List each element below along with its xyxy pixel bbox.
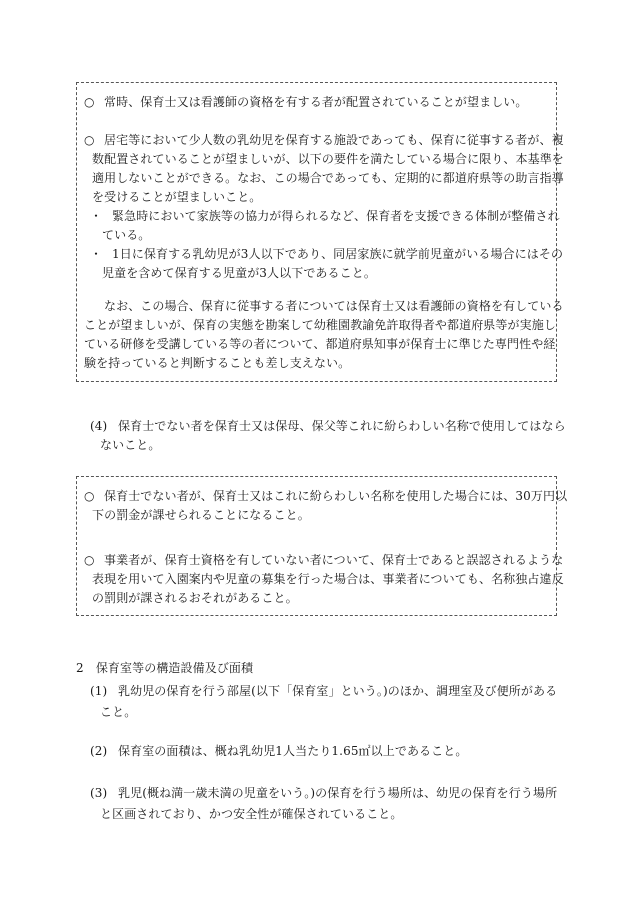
item4-line1: 保育士でない者を保育士又は保母、保父等これに紛らわしい名称で使用してはなら	[118, 419, 566, 433]
section2-heading: 2 保育室等の構造設備及び面積	[76, 661, 254, 675]
item4-number: (4)	[90, 419, 108, 433]
box2-item2-mark: ○	[84, 553, 95, 567]
section2-item1-number: (1)	[90, 684, 108, 698]
box1-bullet1-line2: ている。	[102, 228, 151, 242]
section2-item2-number: (2)	[90, 744, 108, 758]
box2-item2-line1: 事業者が、保育士資格を有していない者について、保育士であると誤認されるような	[104, 553, 564, 567]
box1-bullet1-line1: 緊急時において家族等の協力が得られるなど、保育者を支援できる体制が整備され	[112, 209, 560, 223]
box1-item2-line4: を受けることが望ましいこと。	[92, 190, 262, 204]
box2-item1-line1: 保育士でない者が、保育士又はこれに紛らわしい名称を使用した場合には、30万円以	[104, 489, 568, 503]
box1-item2-line2: 数配置されていることが望ましいが、以下の要件を満たしている場合に限り、本基準を	[92, 152, 564, 166]
section2-item3-line1: 乳児(概ね満一歳未満の児童をいう。)の保育を行う場所は、幼児の保育を行う場所	[118, 786, 558, 800]
section2-item3-line2: と区画されており、かつ安全性が確保されていること。	[100, 807, 403, 821]
box1-item1-mark: ○	[84, 95, 95, 109]
section2-item3-number: (3)	[90, 786, 108, 800]
box2-item1-line2: 下の罰金が課せられることになること。	[92, 508, 310, 522]
box1-note-line4: 験を持っていると判断することも差し支えない。	[84, 356, 351, 370]
box2-item1-mark: ○	[84, 489, 95, 503]
box1-bullet2-line2: 児童を含めて保育する児童が3人以下であること。	[102, 266, 376, 280]
box1-item2-line3: 適用しないことができる。なお、この場合であっても、定期的に都道府県等の助言指導	[92, 171, 564, 185]
box1-bullet1-mark: ・	[90, 209, 103, 223]
box1-note-line3: ている研修を受講している等の者について、都道府県知事が保育士に準じた専門性や経	[84, 337, 556, 351]
section2-item2-line1: 保育室の面積は、概ね乳幼児1人当たり1.65㎡以上であること。	[118, 744, 468, 758]
box1-item2-line1: 居宅等において少人数の乳幼児を保育する施設であっても、保育に従事する者が、複	[104, 133, 564, 147]
box1-bullet2-line1: 1日に保育する乳幼児が3人以下であり、同居家族に就学前児童がいる場合にはその	[112, 247, 564, 261]
item4-line2: ないこと。	[100, 438, 161, 452]
box1-item2-mark: ○	[84, 133, 95, 147]
box2-item2-line3: の罰則が課されるおそれがあること。	[92, 591, 298, 605]
box2-item2-line2: 表現を用いて入園案内や児童の募集を行った場合は、事業者についても、名称独占違反	[92, 572, 564, 586]
box1-note-line1: なお、この場合、保育に従事する者については保育士又は看護師の資格を有している	[104, 299, 564, 313]
box1-bullet2-mark: ・	[90, 247, 103, 261]
section2-item1-line2: こと。	[100, 705, 137, 719]
box1-item1-text: 常時、保育士又は看護師の資格を有する者が配置されていることが望ましい。	[104, 95, 528, 109]
box1-note-line2: ことが望ましいが、保育の実態を勘案して幼稚園教諭免許取得者や都道府県等が実施し	[84, 318, 556, 332]
section2-item1-line1: 乳幼児の保育を行う部屋(以下「保育室」という。)のほか、調理室及び便所がある	[118, 684, 558, 698]
